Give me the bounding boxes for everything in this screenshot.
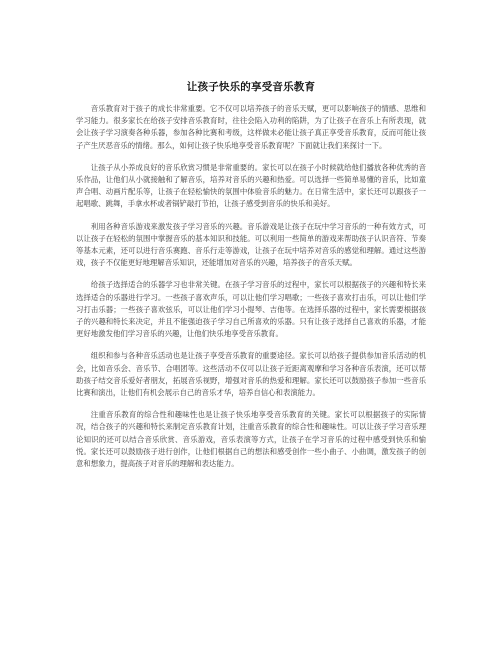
- paragraph-2: 让孩子从小养成良好的音乐欣赏习惯是非常重要的。家长可以在孩子小时候就给他们播放各种优秀的音乐作品，让他们从小就接触和了解音乐，培养对音乐的兴趣和热爱。可以选择一些简单易懂的音乐，比如童声合唱、动画片配乐等，让孩子在轻松愉快的氛围中体验音乐的魅力。在日常生活中，家长还可以跟孩子一起唱歌、跳舞，手拿水杯或者锅铲敲打节拍，让孩子感受到音乐的快乐和美好。: [76, 162, 426, 209]
- paragraph-3: 利用各种音乐游戏来激发孩子学习音乐的兴趣。音乐游戏是让孩子在玩中学习音乐的一种有效方式，可以让孩子在轻松的氛围中掌握音乐的基本知识和技能。可以利用一些简单的游戏来帮助孩子认识音符、节奏等基本元素，还可以进行音乐赛跑、音乐行走等游戏，让孩子在玩中培养对音乐的感觉和理解。通过这些游戏，孩子不仅能更好地理解音乐知识，还能增加对音乐的兴趣，培养孩子的音乐天赋。: [76, 221, 426, 268]
- paragraph-5: 组织和参与各种音乐活动也是让孩子享受音乐教育的重要途径。家长可以给孩子提供参加音乐活动的机会，比如音乐会、音乐节、合唱团等。这些活动不仅可以让孩子近距离观摩和学习各种音乐表演，还可以帮助孩子结交音乐爱好者朋友，拓展音乐视野，增强对音乐的热爱和理解。家长还可以鼓励孩子参加一些音乐比赛和演出，让他们有机会展示自己的音乐才华，培养自信心和表演能力。: [76, 351, 426, 398]
- paragraph-1: 音乐教育对于孩子的成长非常重要。它不仅可以培养孩子的音乐天赋，更可以影响孩子的情感、思维和学习能力。很多家长在给孩子安排音乐教育时，往往会陷入功利的陷阱，为了让孩子在音乐上有所表现，就会让孩子学习演奏各种乐器，参加各种比赛和考级，这样做未必能让孩子真正享受音乐教育，反而可能让孩子产生厌恶音乐的情绪。那么，如何让孩子快乐地享受音乐教育呢？下面就让我们来探讨一下。: [76, 104, 426, 150]
- paragraph-6: 注重音乐教育的综合性和趣味性也是让孩子快乐地享受音乐教育的关键。家长可以根据孩子的实际情况，结合孩子的兴趣和特长来制定音乐教育计划，注重音乐教育的综合性和趣味性。可以让孩子学习音乐理论知识的还可以结合音乐欣赏、音乐游戏，音乐表演等方式，让孩子在学习音乐的过程中感受到快乐和愉悦。家长还可以鼓励孩子进行创作，让他们根据自己的想法和感受创作一些小曲子、小曲调，激发孩子的创意和想象力，提高孩子对音乐的理解和表达能力。: [76, 410, 426, 469]
- document-title: 让孩子快乐的享受音乐教育: [186, 81, 316, 93]
- document-body: [76, 80, 426, 480]
- paragraph-4: 给孩子选择适合的乐器学习也非常关键。在孩子学习音乐的过程中，家长可以根据孩子的兴趣和特长来选择适合的乐器进行学习。一些孩子喜欢声乐，可以让他们学习唱歌；一些孩子喜欢打击乐，可以让他们学习打击乐器；一些孩子喜欢弦乐，可以让他们学习小提琴、吉他等。在选择乐器的过程中，家长需要根据孩子的兴趣和特长来决定，并且不能强迫孩子学习自己所喜欢的乐器。只有让孩子选择自己喜欢的乐器，才能更好地激发他们学习音乐的兴趣，让他们快乐地享受音乐教育。: [76, 280, 426, 339]
